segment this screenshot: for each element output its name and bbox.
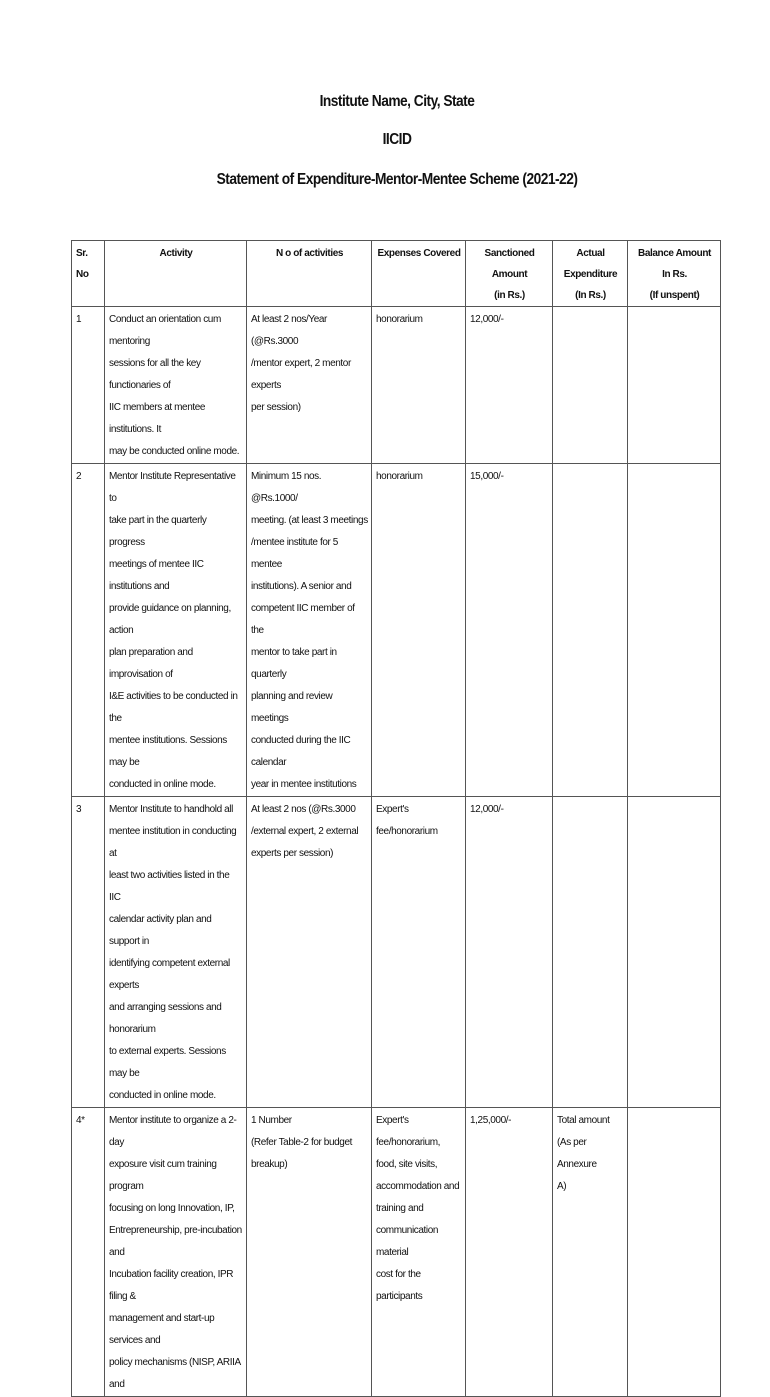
header-actual-expenditure: Actual Expenditure (In Rs.) [553, 241, 628, 307]
cell-sr-no: 1 [72, 307, 105, 464]
cell-no-of-activities: At least 2 nos/Year (@Rs.3000 /mentor expert, 2 mentor experts per session) [247, 307, 372, 464]
cell-no-of-activities: At least 2 nos (@Rs.3000 /external expert, 2 external experts per session) [247, 797, 372, 1108]
cell-balance-amount [628, 797, 721, 1108]
statement-title: Statement of Expenditure-Mentor-Mentee Scheme (2021-22) [216, 171, 578, 188]
cell-sr-no: 4* [72, 1108, 105, 1397]
cell-balance-amount [628, 464, 721, 797]
cell-activity: Mentor institute to organize a 2-day exposure visit cum training program focusing on long Innovation, IP, Entrepreneurship, pre-incubation and Incubation facility creation, IPR filing & management and start-up services and policy mechanisms (NISP, ARIIA and [105, 1108, 247, 1397]
cell-no-of-activities: Minimum 15 nos. @Rs.1000/ meeting. (at least 3 meetings /mentee institute for 5 mentee institutions). A senior and competent IIC member of the mentor to take part in quarterly planning and review meetings conducted during the IIC calendar year in mentee institutions [247, 464, 372, 797]
organization-name: IICID [382, 131, 412, 148]
cell-actual-expenditure [553, 797, 628, 1108]
header-sanctioned-amount: Sanctioned Amount (in Rs.) [466, 241, 553, 307]
cell-sr-no: 3 [72, 797, 105, 1108]
cell-sanctioned-amount: 12,000/- [466, 307, 553, 464]
expenditure-table [71, 240, 721, 1397]
cell-sanctioned-amount: 1,25,000/- [466, 1108, 553, 1397]
table-row [72, 307, 721, 464]
table-row [72, 797, 721, 1108]
header-activity: Activity [105, 241, 247, 307]
cell-balance-amount [628, 307, 721, 464]
header-no-of-activities: N o of activities [247, 241, 372, 307]
cell-balance-amount [628, 1108, 721, 1397]
cell-actual-expenditure: Total amount (As per Annexure A) [553, 1108, 628, 1397]
header-balance-amount: Balance Amount In Rs. (If unspent) [628, 241, 721, 307]
cell-activity: Mentor Institute Representative to take part in the quarterly progress meetings of mentee IIC institutions and provide guidance on planning, action plan preparation and improvisation of I&E activities to be conducted in the mentee institutions. Sessions may be conducted in online mode. [105, 464, 247, 797]
cell-expenses-covered: Expert's fee/honorarium [372, 797, 466, 1108]
cell-expenses-covered: honorarium [372, 464, 466, 797]
header-expenses-covered: Expenses Covered [372, 241, 466, 307]
table-header-row [72, 241, 721, 307]
cell-sanctioned-amount: 12,000/- [466, 797, 553, 1108]
cell-activity: Conduct an orientation cum mentoring sessions for all the key functionaries of IIC members at mentee institutions. It may be conducted online mode. [105, 307, 247, 464]
cell-actual-expenditure [553, 307, 628, 464]
cell-expenses-covered: honorarium [372, 307, 466, 464]
header-sr-no: Sr. No [72, 241, 105, 307]
cell-expenses-covered: Expert's fee/honorarium, food, site visits, accommodation and training and communication material cost for the participants [372, 1108, 466, 1397]
document-header [0, 92, 770, 208]
cell-no-of-activities: 1 Number (Refer Table-2 for budget breakup) [247, 1108, 372, 1397]
institute-name: Institute Name, City, State [319, 93, 475, 110]
table-row [72, 464, 721, 797]
cell-sanctioned-amount: 15,000/- [466, 464, 553, 797]
cell-actual-expenditure [553, 464, 628, 797]
cell-activity: Mentor Institute to handhold all mentee institution in conducting at least two activities listed in the IIC calendar activity plan and support in identifying competent external experts and arranging sessions and honorarium to external experts. Sessions may be conducted in online mode. [105, 797, 247, 1108]
cell-sr-no: 2 [72, 464, 105, 797]
table-row [72, 1108, 721, 1397]
